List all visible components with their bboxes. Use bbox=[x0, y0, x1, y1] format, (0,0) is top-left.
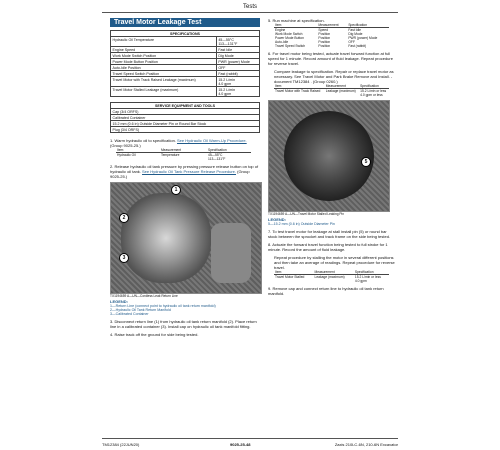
spec-table-heading: SPECIFICATIONS bbox=[111, 31, 260, 37]
legend-item: 2—Hydraulic Oil Tank Return Manifold bbox=[110, 307, 171, 312]
step-6: 6. For travel motor being tested, actuate travel forward function at full speed for 1 minute. Record amount of fluid leakage. Repeat procedure for reverse travel. bbox=[268, 51, 393, 66]
legend-title-right: LEGEND: bbox=[268, 216, 286, 222]
step-2: 2. Release hydraulic oil tank pressure by pressing pressure release button on top of hydraulic oil tank. See Hydraulic Oil Tank Pressure Release Procedure. (Group 9025-25.) bbox=[110, 164, 259, 179]
figure-caption-left: TX1194659 A—UN—Cordless Leak Return Line bbox=[110, 294, 178, 298]
step-1: 1. Warm hydraulic oil to specification. See Hydraulic Oil Warm-Up Procedure. (Group 9025-25.) bbox=[110, 138, 247, 148]
legend-item: 1—Return Line (connect point to hydraulic oil tank return manifold) bbox=[110, 303, 216, 308]
step-8: 8. Actuate the forward travel function being tested to full stroke for 1 minute. Record the amount of fluid leakage. bbox=[268, 241, 388, 252]
step-5-table: Item Measurement Specification Engine Speed Fast Idle Work Mode Switch Position Dig Mode Power Mode Button Position PWR (power) Mode Auto-Idle Position OFF Travel Speed Switch Position Fast (rabbit) bbox=[274, 23, 389, 48]
warm-up-procedure-link[interactable]: See Hydraulic Oil Warm-Up Procedure. bbox=[177, 138, 247, 143]
table-row: Cap (3/4 ORFS) bbox=[111, 109, 260, 115]
step-3: 3. Disconnect return line (1) from hydraulic oil tank return manifold (2). Place return line in a calibrated container (3). Install cap on hydraulic oil tank manifold fitting. bbox=[110, 318, 257, 329]
figure-caption-right: TX1194659 A—UN—Travel Motor Stalled Leaking Pin bbox=[268, 212, 345, 216]
callout-5: 5 bbox=[361, 157, 371, 167]
legend-title-left: LEGEND: bbox=[110, 298, 128, 304]
step-8-repeat: Repeat procedure by stalling the motor in several different positions and then take an average of readings. Repeat procedure for reverse travel. bbox=[274, 254, 395, 270]
callout-1: 1 bbox=[171, 185, 181, 195]
section-header: Tests bbox=[242, 4, 257, 10]
step-4: 4. Raise track off the ground for side being tested. bbox=[110, 331, 199, 337]
equipment-table-heading: SERVICE EQUIPMENT AND TOOLS bbox=[111, 103, 260, 109]
table-row: Plug (3/4 ORFS) bbox=[111, 127, 260, 133]
step-1-table: Item Measurement Specification Hydraulic Oil Temperature 45—55°C 113—131°F bbox=[116, 148, 251, 161]
specifications-table bbox=[110, 30, 260, 97]
step-6-table: Item Measurement Specification Travel Motor with Track Raised Leakage (maximum) 15.2 L/min or less 4.0 gpm or less bbox=[274, 84, 389, 97]
footer-page-number: 9025-25-48 bbox=[230, 442, 251, 447]
callout-2: 2 bbox=[119, 213, 129, 223]
step-6-compare: Compare leakage to specification. Repair or replace travel motor as necessary. See Travel Motor and Park Brake Remove and Install. - document TM12384 . (Group 0260.) bbox=[274, 69, 394, 84]
footer-machine: Zaxis 210LC-6N, 210-6N Excavator bbox=[334, 442, 398, 447]
table-row: Work Mode Switch Position Dig Mode bbox=[111, 53, 260, 59]
table-row: Travel Motor with Track Raised Leakage (maximum) 15.2 L/min 4.0 gpm bbox=[111, 77, 260, 87]
step-9: 9. Remove cap and connect return line to hydraulic oil tank return manifold. bbox=[268, 285, 384, 296]
table-row: Hydraulic Oil Temperature 45—55°C 113—131°F bbox=[111, 37, 260, 47]
table-row: Calibrated Container bbox=[111, 115, 260, 121]
table-row: 15.2 mm (0.6 in) Outside Diameter Pin or Round Bar Stock bbox=[111, 121, 260, 127]
table-row: Power Mode Button Position PWR (power) Mode bbox=[111, 59, 260, 65]
table-row: Travel Motor Stalled Leakage (maximum) 15.2 L/min 4.0 gpm bbox=[111, 87, 260, 97]
table-row: Engine Speed Fast Idle bbox=[111, 47, 260, 53]
callout-3: 3 bbox=[119, 253, 129, 263]
equipment-table bbox=[110, 102, 260, 133]
travel-motor-photo bbox=[268, 100, 390, 212]
step-7: 7. To test travel motor for leakage at stall install pin (5) or round bar stock between the sprocket and track frame on the side being tested. bbox=[268, 228, 391, 239]
header-rule bbox=[102, 12, 398, 13]
page-title: Travel Motor Leakage Test bbox=[110, 18, 260, 27]
pressure-release-link[interactable]: See Hydraulic Oil Tank Pressure Release Procedure. bbox=[142, 169, 236, 174]
left-column bbox=[110, 18, 260, 337]
legend-item: 5—15.2 mm (0.6 in) Outside Diameter Pin bbox=[268, 221, 335, 226]
footer-rule bbox=[102, 438, 398, 439]
legend-item: 3—Calibrated Container bbox=[110, 311, 149, 316]
hydraulic-tank-photo bbox=[110, 182, 262, 294]
step-5: 5. Run machine at specification. bbox=[268, 18, 325, 23]
footer-doc-id: TM12384 (22JUN20) bbox=[102, 442, 140, 447]
step-8-table: Item Measurement Specification Travel Motor Stalled Leakage (maximum) 15.2 L/min or less 4.0 gpm bbox=[274, 270, 389, 283]
right-column bbox=[268, 18, 396, 296]
table-row: Auto-Idle Position OFF bbox=[111, 65, 260, 71]
table-row: Travel Speed Switch Position Fast (rabbit) bbox=[111, 71, 260, 77]
